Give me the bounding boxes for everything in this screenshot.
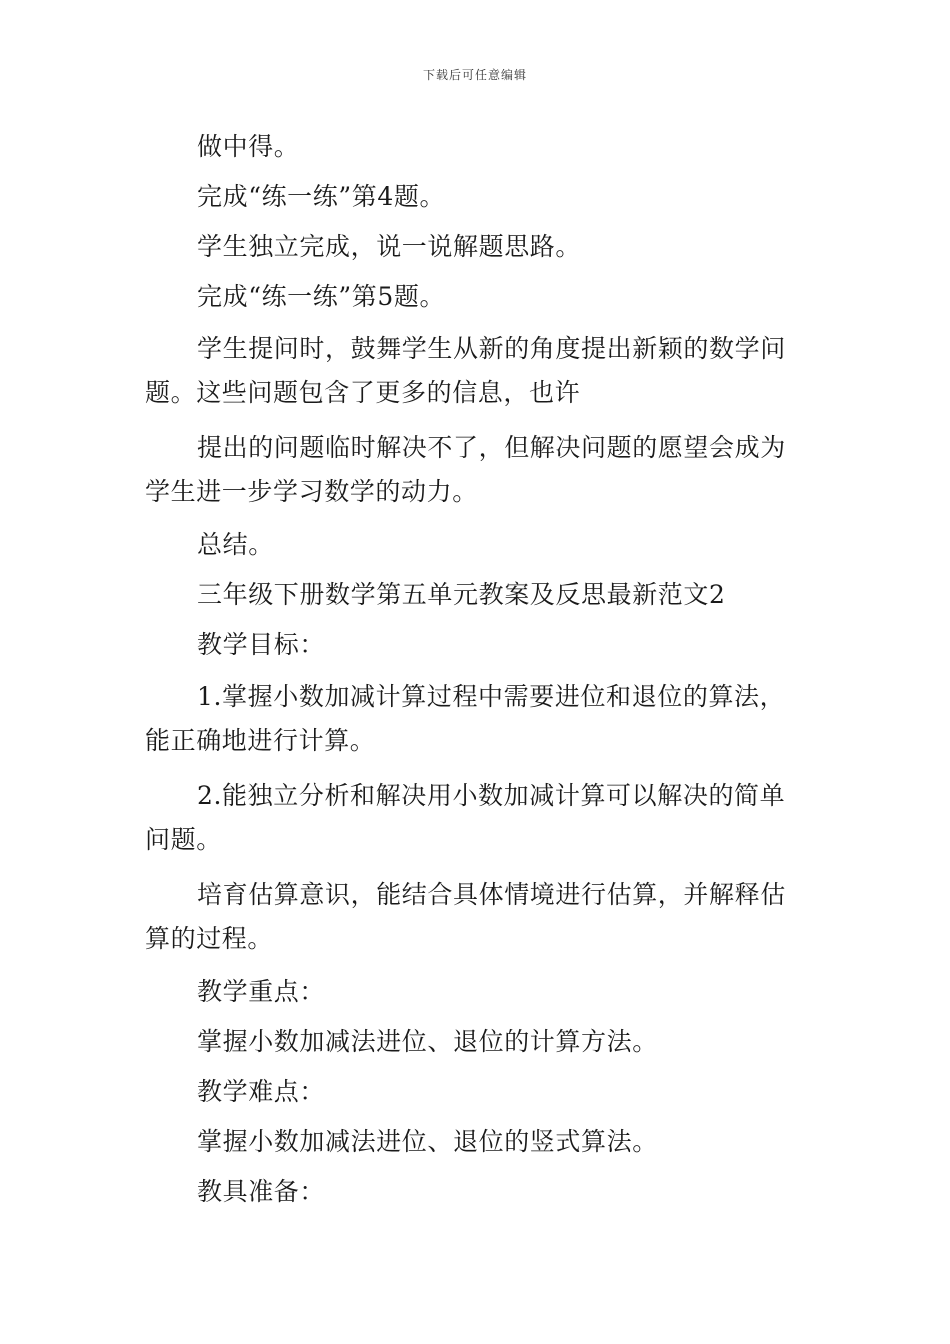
paragraph: 1.掌握小数加减计算过程中需要进位和退位的算法，能正确地进行计算。 — [145, 682, 786, 755]
paragraph: 教学目标： — [197, 630, 326, 659]
paragraph: 掌握小数加减法进位、退位的计算方法。 — [197, 1027, 658, 1056]
section-title: 三年级下册数学第五单元教案及反思最新范文2 — [197, 580, 726, 609]
paragraph: 完成“练一练”第4题。 — [197, 182, 446, 211]
paragraph: 掌握小数加减法进位、退位的竖式算法。 — [197, 1127, 658, 1156]
paragraph: 培育估算意识，能结合具体情境进行估算，并解释估算的过程。 — [145, 880, 786, 953]
paragraph: 学生独立完成，说一说解题思路。 — [197, 232, 582, 261]
header-note: 下载后可任意编辑 — [422, 68, 527, 82]
paragraph: 教学重点： — [197, 977, 326, 1006]
document-body — [145, 127, 810, 1222]
paragraph: 完成“练一练”第5题。 — [197, 282, 446, 311]
paragraph: 2.能独立分析和解决用小数加减计算可以解决的简单问题。 — [145, 781, 786, 854]
paragraph: 教学难点： — [197, 1077, 326, 1106]
paragraph: 总结。 — [197, 530, 274, 559]
paragraph: 提出的问题临时解决不了，但解决问题的愿望会成为学生进一步学习数学的动力。 — [145, 433, 786, 506]
paragraph: 教具准备： — [197, 1177, 326, 1206]
paragraph: 学生提问时，鼓舞学生从新的角度提出新颖的数学问题。这些问题包含了更多的信息，也许 — [145, 334, 786, 407]
paragraph: 做中得。 — [197, 132, 300, 161]
